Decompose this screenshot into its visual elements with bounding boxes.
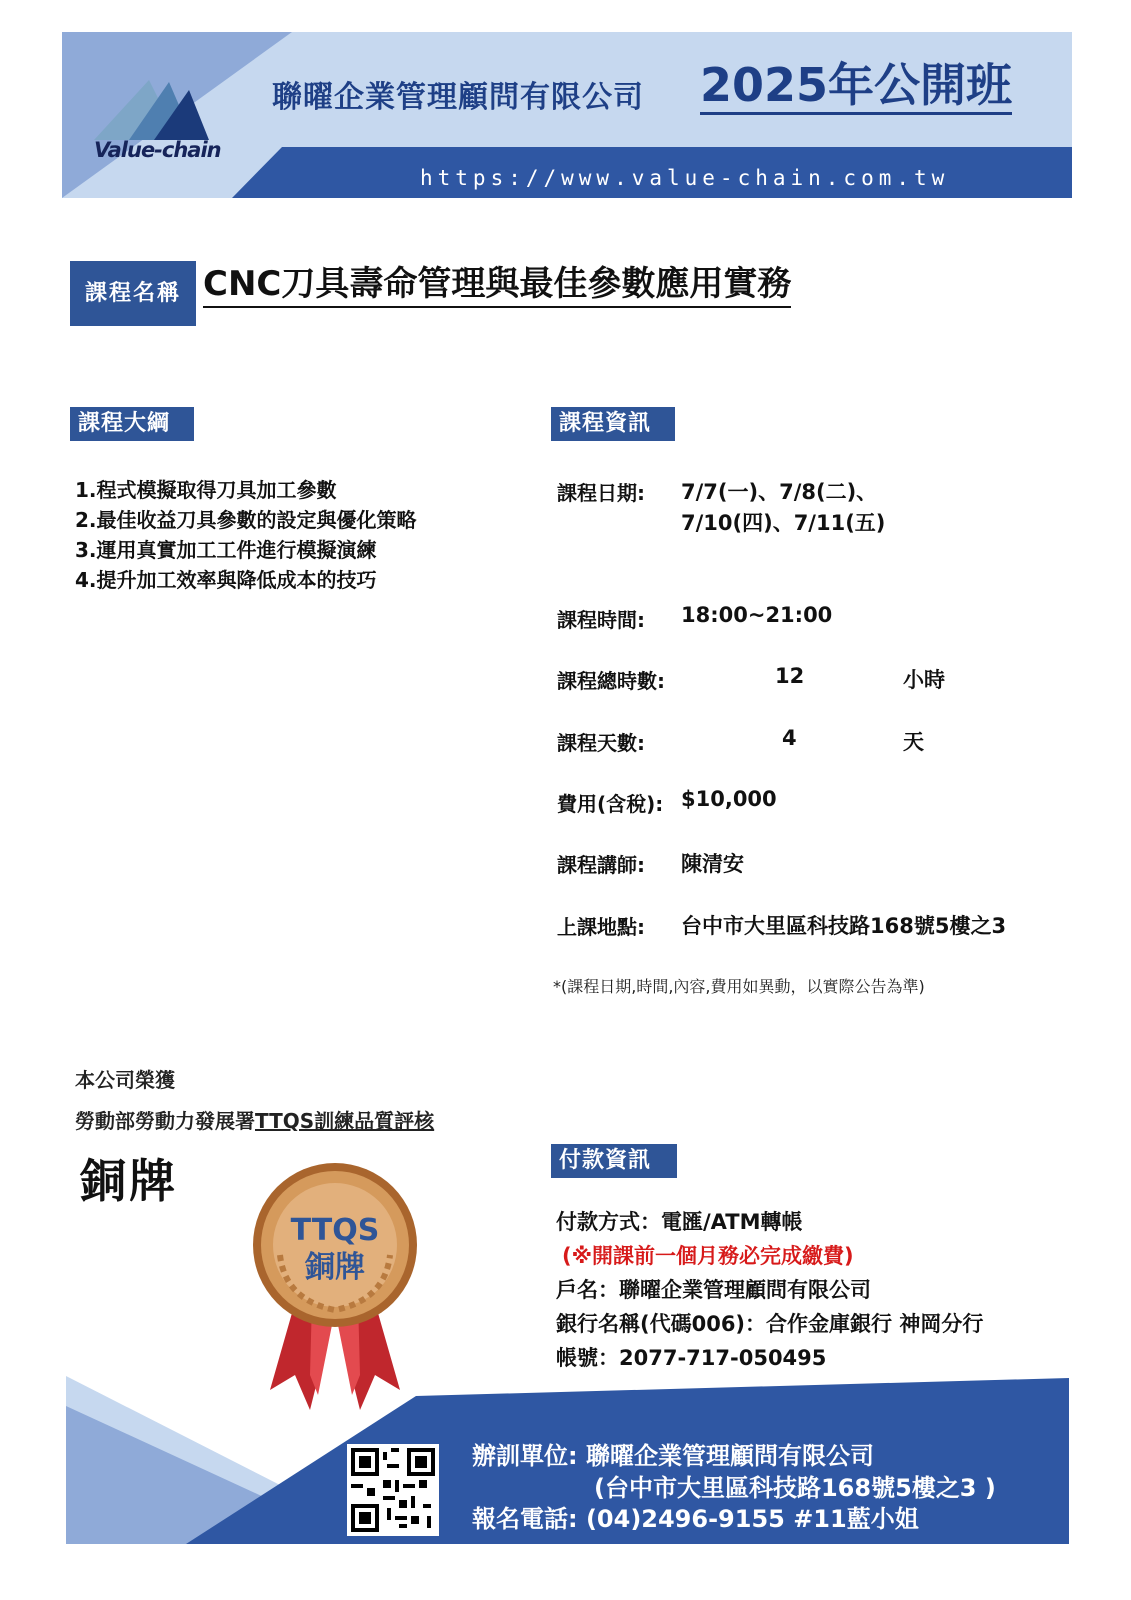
website-link[interactable]: https://www.value-chain.com.tw [420, 166, 950, 190]
footer-phone[interactable]: 報名電話: (04)2496-9155 #11藍小姐 [472, 1505, 919, 1533]
date-label: 課程日期: [557, 481, 645, 505]
course-name-label: 課程名稱 [70, 261, 196, 326]
time-value: 18:00~21:00 [681, 603, 833, 627]
teacher-value: 陳清安 [681, 852, 744, 876]
award-level: 銅牌 [80, 1154, 178, 1208]
payment-section-tag: 付款資訊 [551, 1144, 677, 1178]
location-value: 台中市大里區科技路168號5樓之3 [681, 914, 1007, 938]
location-label: 上課地點: [557, 915, 645, 939]
qr-code-icon[interactable] [347, 1444, 439, 1536]
award-intro: 本公司榮獲 [75, 1068, 175, 1092]
date-value-line1: 7/7(一)、7/8(二)、 [681, 480, 878, 504]
days-label: 課程天數: [557, 731, 645, 755]
logo-text: Value-chain [94, 138, 221, 162]
bank-name: 銀行名稱(代碼006)：合作金庫銀行 神岡分行 [556, 1312, 984, 1336]
account-name: 戶名：聯曜企業管理顧問有限公司 [556, 1278, 871, 1302]
year-title: 2025年公開班 [700, 58, 1012, 115]
outline-list [75, 475, 417, 595]
days-value: 4 [782, 726, 797, 750]
hours-value: 12 [775, 664, 805, 688]
disclaimer-note: *(課程日期,時間,內容,費用如異動，以實際公告為準) [553, 977, 925, 996]
outline-item: 3.運用真實加工工件進行模擬演練 [75, 538, 377, 562]
footer-address: (台中市大里區科技路168號5樓之3 ) [594, 1474, 996, 1502]
days-unit: 天 [903, 730, 924, 754]
outline-item: 4.提升加工效率與降低成本的技巧 [75, 568, 377, 592]
date-value-line2: 7/10(四)、7/11(五) [681, 511, 886, 535]
medal-text-ttqs: TTQS [290, 1213, 380, 1248]
info-section-tag: 課程資訊 [551, 407, 675, 441]
footer-organizer: 辦訓單位: 聯曜企業管理顧問有限公司 [472, 1442, 874, 1470]
fee-label: 費用(含稅): [557, 792, 664, 816]
header-banner [62, 32, 1072, 198]
outline-item: 2.最佳收益刀具參數的設定與優化策略 [75, 508, 417, 532]
medal-text-bronze: 銅牌 [305, 1250, 365, 1285]
award-ttqs-text: TTQS訓練品質評核 [255, 1109, 435, 1133]
award-description [75, 1105, 434, 1134]
account-number: 帳號：2077-717-050495 [556, 1346, 827, 1370]
outline-item: 1.程式模擬取得刀具加工參數 [75, 478, 337, 502]
hours-unit: 小時 [903, 668, 945, 692]
payment-method: 付款方式：電匯/ATM轉帳 [556, 1210, 803, 1234]
payment-warning: (※開課前一個月務必完成繳費) [562, 1244, 854, 1268]
value-chain-logo-icon [94, 70, 214, 140]
fee-value: $10,000 [681, 787, 777, 811]
teacher-label: 課程講師: [557, 853, 645, 877]
outline-section-tag: 課程大綱 [70, 407, 194, 441]
company-name: 聯曜企業管理顧問有限公司 [272, 80, 644, 115]
course-title: CNC刀具壽命管理與最佳參數應用實務 [203, 262, 791, 308]
award-agency: 勞動部勞動力發展署 [75, 1109, 255, 1133]
time-label: 課程時間: [557, 608, 645, 632]
hours-label: 課程總時數: [557, 669, 665, 693]
